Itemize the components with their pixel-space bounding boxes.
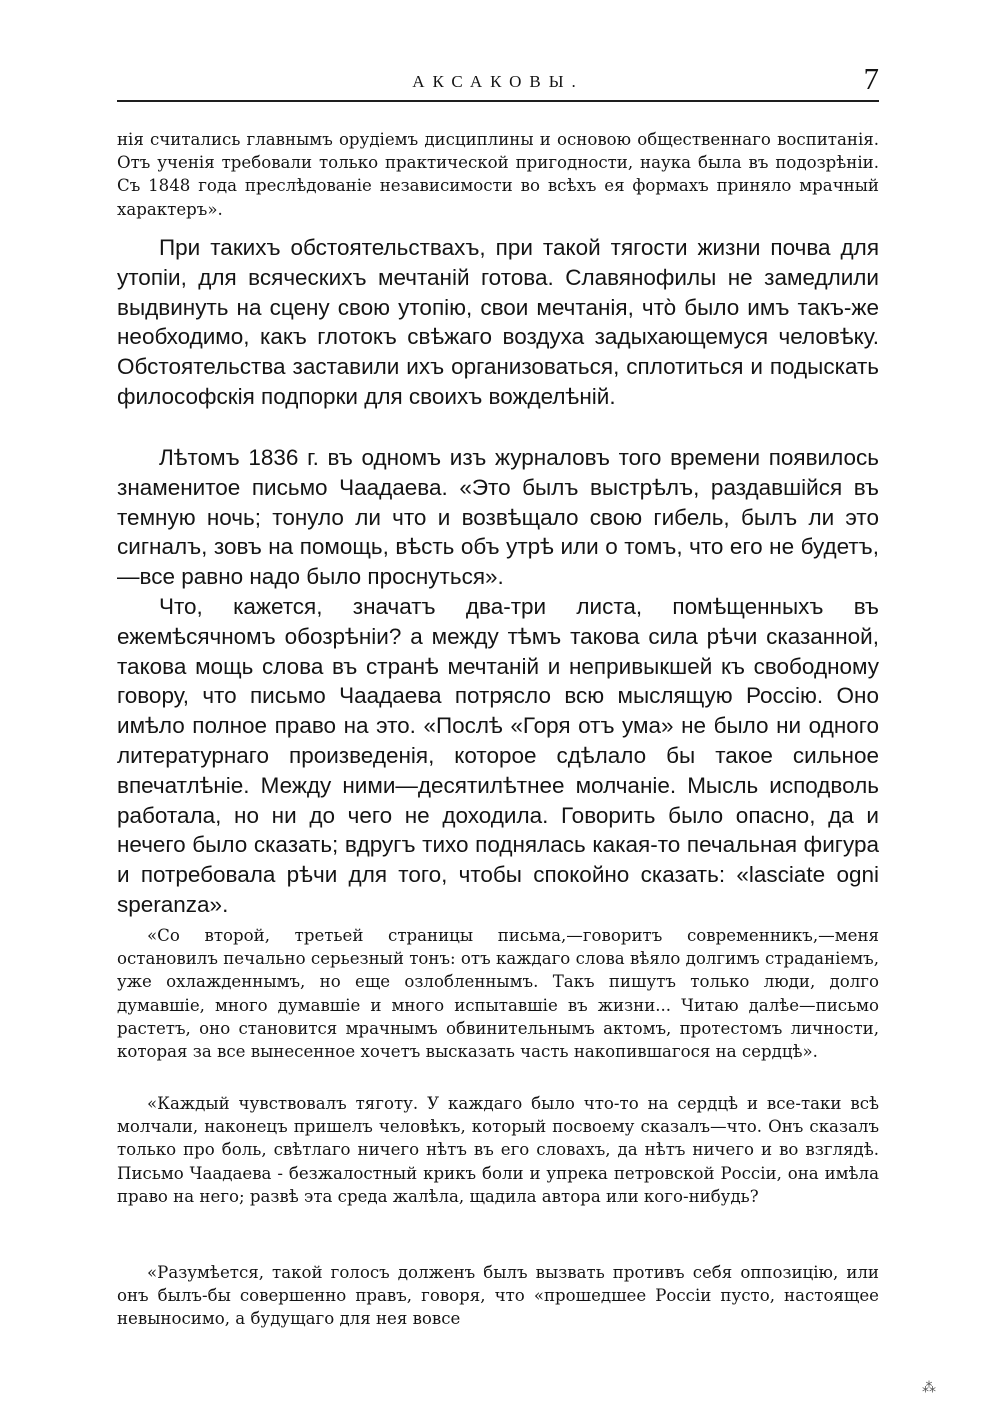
quote-contemporary: «Со второй, третьей страницы письма,—говоритъ современникъ,—меня остановилъ печально серьезный тонъ: отъ каждаго слова вѣяло долгимъ страданіемъ, уже охлажденнымъ, но еще озлобленнымъ. Такъ пишутъ только люди, долго думавшіе, много думавшіе и много испытавшіе въ жизни... Читаю далѣе—письмо растетъ, оно становится мрачнымъ обвинительнымъ актомъ, протестомъ личности, которая за все вынесенное хочетъ высказать часть накопившагося на сердцѣ». <box>117 926 879 1062</box>
paragraph-continuation: нія считались главнымъ орудіемъ дисциплины и основою общественнаго воспитанія. Отъ ученія требовали только практической пригодности, наука была въ подозрѣніи. Съ 1848 года преслѣдованіе независимости во всѣхъ ея формахъ приняло мрачный характеръ». <box>117 130 879 219</box>
header-rule <box>117 100 879 102</box>
paragraph-utopia: При такихъ обстоятельствахъ, при такой тягости жизни почва для утопіи, для всяческихъ мечтаній готова. Славянофилы не замедлили выдвинуть на сцену свою утопію, свои мечтанія, что̀ было имъ такъ-же необходимо, какъ глотокъ свѣжаго воздуха задыхающемуся человѣку. Обстоятельства заставили ихъ организоваться, сплотиться и подыскать философскія подпорки для своихъ вожделѣній. <box>117 235 879 409</box>
page-header <box>117 58 879 102</box>
ink-smudge-mark: ⁂ <box>922 1380 936 1396</box>
quote-opposition: «Разумѣется, такой голосъ долженъ былъ вызвать противъ себя оппозицію, или онъ былъ-бы совершенно правъ, говоря, что «прошедшее Россіи пусто, настоящее невыносимо, а будущаго для нея вовсе <box>117 1263 879 1329</box>
paragraph-chaadaev-letter: Лѣтомъ 1836 г. въ одномъ изъ журналовъ того времени появилось знаменитое письмо Чаадаева. «Это былъ выстрѣлъ, раздавшійся въ темную ночь; тонуло ли что и возвѣщало свою гибель, былъ ли это сигналъ, зовъ на помощь, вѣсть объ утрѣ или о томъ, что его не будетъ,—все равно надо было проснуться». <box>117 445 879 590</box>
running-title: АКСАКОВЫ. <box>412 72 584 91</box>
page-number: 7 <box>863 61 879 96</box>
quote-everyone-felt: «Каждый чувствовалъ тяготу. У каждаго было что-то на сердцѣ и все-таки всѣ молчали, наконецъ пришелъ человѣкъ, который посвоему сказалъ—что. Онъ сказалъ только про боль, свѣтлаго ничего нѣтъ въ его словахъ, да нѣтъ ничего и во взглядѣ. Письмо Чаадаева - безжалостный крикъ боли и упрека петровской Россіи, она имѣла право на него; развѣ эта среда жалѣла, щадила автора или кого-нибудь? <box>117 1094 879 1206</box>
paragraph-two-three-sheets: Что, кажется, значатъ два-три листа, помѣщенныхъ въ ежемѣсячномъ обозрѣніи? а между тѣмъ такова сила рѣчи сказанной, такова мощь слова въ странѣ мечтаній и непривыкшей къ свободному говору, что письмо Чаадаева потрясло всю мыслящую Россію. Оно имѣло полное право на это. «Послѣ «Горя отъ ума» не было ни одного литературнаго произведенія, которое сдѣлало бы такое сильное впечатлѣніе. Между ними—десятилѣтнее молчаніе. Мысль исподволь работала, но ни до чего не доходила. Говорить было опасно, да и нечего было сказать; вдругъ тихо поднялась какая-то печальная фигура и потребовала рѣчи для того, чтобы спокойно сказать: «lasciate ogni speranza». <box>117 594 879 917</box>
